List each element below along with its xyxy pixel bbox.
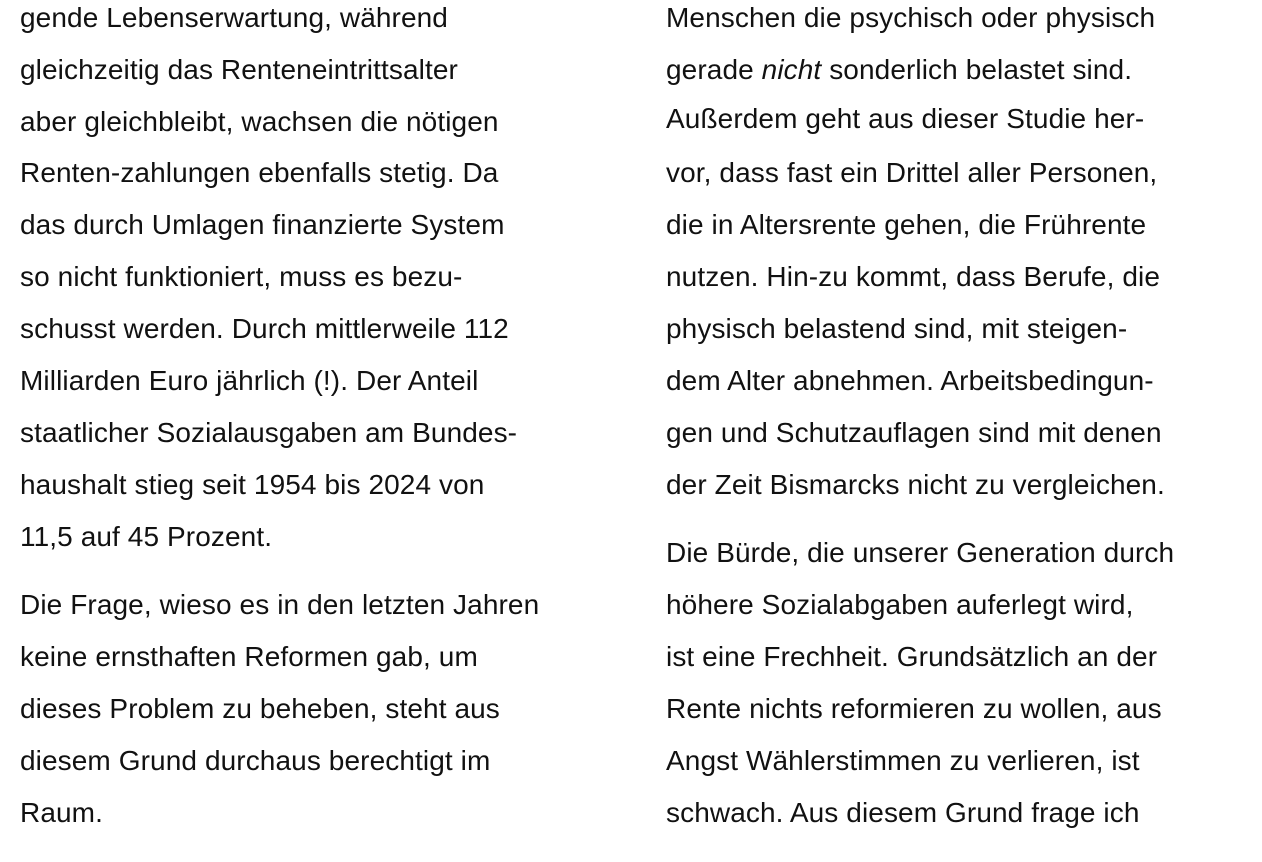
text-line: keine ernsthaften Reformen gab, um <box>20 641 478 672</box>
text-line: 11,5 auf 45 Prozent. <box>20 521 273 552</box>
text-line: Außerdem geht aus dieser Studie her- <box>666 103 1145 134</box>
text-line: ist eine Frechheit. Grundsätzlich an der <box>666 641 1158 672</box>
text-line: gende Lebenserwartung, während <box>20 2 448 33</box>
text-line: schwach. Aus diesem Grund frage ich <box>666 797 1140 828</box>
text-line: Rente nichts reformieren zu wollen, aus <box>666 693 1162 724</box>
text-line: physisch belastend sind, mit steigen- <box>666 313 1128 344</box>
text-line: das durch Umlagen finanzierte System <box>20 209 505 240</box>
text-line: haushalt stieg seit 1954 bis 2024 von <box>20 469 485 500</box>
text-line: Die Frage, wieso es in den letzten Jahren <box>20 589 540 620</box>
text-line: schusst werden. Durch mittlerweile 112 <box>20 313 509 344</box>
text-line: diesem Grund durchaus berechtigt im <box>20 745 491 776</box>
text-line: Milliarden Euro jährlich (!). Der Anteil <box>20 365 479 396</box>
text-line: Renten-zahlungen ebenfalls stetig. Da <box>20 157 499 188</box>
text-line: vor, dass fast ein Drittel aller Personen, <box>666 157 1158 188</box>
text-line: Die Bürde, die unserer Generation durch <box>666 537 1175 568</box>
text-line <box>666 52 1132 88</box>
text-line: staatlicher Sozialausgaben am Bundes- <box>20 417 518 448</box>
text-run: gerade <box>666 54 762 85</box>
text-line: so nicht funktioniert, muss es bezu- <box>20 261 463 292</box>
text-line: gleichzeitig das Renteneintrittsalter <box>20 54 458 85</box>
text-line: nutzen. Hin-zu kommt, dass Berufe, die <box>666 261 1161 292</box>
text-line: der Zeit Bismarcks nicht zu vergleichen. <box>666 469 1165 500</box>
text-line: dieses Problem zu beheben, steht aus <box>20 693 500 724</box>
text-line: dem Alter abnehmen. Arbeitsbedingun- <box>666 365 1154 396</box>
text-line: die in Altersrente gehen, die Frührente <box>666 209 1147 240</box>
text-run: sonderlich belastet sind. <box>821 54 1133 85</box>
text-line: gen und Schutzauflagen sind mit denen <box>666 417 1162 448</box>
text-line: Angst Wählerstimmen zu verlieren, ist <box>666 745 1140 776</box>
text-line: Menschen die psychisch oder physisch <box>666 2 1156 33</box>
text-line: Raum. <box>20 797 103 828</box>
emphasis-text: nicht <box>761 54 822 85</box>
text-line: aber gleichbleibt, wachsen die nötigen <box>20 106 499 137</box>
text-line: höhere Sozialabgaben auferlegt wird, <box>666 589 1134 620</box>
